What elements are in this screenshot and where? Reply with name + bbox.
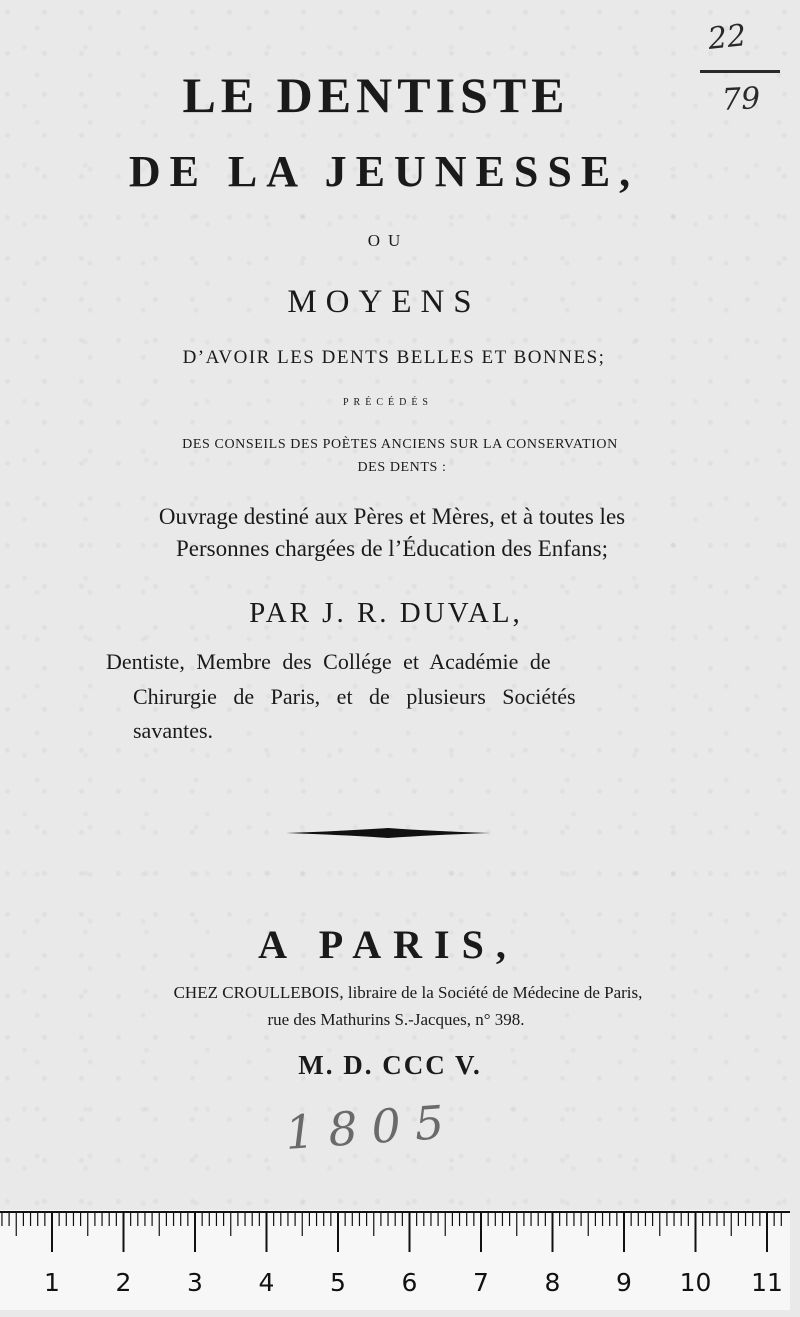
handwritten-year: 1805 — [283, 1094, 460, 1160]
subtitle: D’AVOIR LES DENTS BELLES ET BONNES; — [182, 347, 606, 368]
title-line-3: MOYENS — [287, 284, 481, 320]
imprint-year: M. D. CCC V. — [298, 1050, 482, 1080]
ruler-label: 2 — [115, 1268, 132, 1297]
conseils-line-1: DES CONSEILS DES POÈTES ANCIENS SUR LA CONSERVATION — [182, 437, 618, 452]
ruler-label: 10 — [679, 1268, 712, 1297]
ruler-label: 7 — [473, 1268, 489, 1297]
author-qualification-3: savantes. — [133, 718, 214, 743]
title-conjunction: OU — [367, 231, 409, 250]
precedes-label: PRÉCÉDÉS — [342, 397, 433, 408]
author-qualification-2: Chirurgie de Paris, et de plusieurs Sociétés — [133, 684, 576, 709]
ruler-label: 8 — [544, 1268, 561, 1297]
imprint-city: A PARIS, — [258, 922, 518, 967]
audience-line-2: Personnes chargées de l’Éducation des Enfans; — [176, 536, 608, 561]
shelf-mark-top: 22 — [706, 18, 748, 57]
title-line-1: LE DENTISTE — [182, 67, 570, 123]
ruler-label: 3 — [187, 1268, 203, 1297]
conseils-line-2: DES DENTS : — [357, 460, 447, 475]
scale-ruler — [0, 1210, 790, 1310]
publisher-line-2: rue des Mathurins S.-Jacques, n° 398. — [267, 1010, 525, 1029]
shelf-mark-bottom: 79 — [721, 81, 762, 118]
publisher-line-1: CHEZ CROULLEBOIS, libraire de la Société de Médecine de Paris, — [173, 983, 643, 1002]
ruler-label: 6 — [401, 1268, 418, 1297]
ornament-rule — [286, 826, 490, 840]
ruler-label: 11 — [751, 1268, 783, 1297]
ruler-ticks — [0, 1210, 790, 1270]
ruler-label: 9 — [616, 1268, 632, 1297]
title-line-2: DE LA JEUNESSE, — [128, 147, 640, 196]
author-qualification-1: Dentiste, Membre des Collége et Académie de — [106, 649, 551, 674]
author-byline: PAR J. R. DUVAL, — [249, 597, 523, 629]
ruler-label: 4 — [258, 1268, 275, 1297]
ruler-label: 1 — [44, 1268, 60, 1297]
ruler-label: 5 — [330, 1268, 346, 1297]
audience-line-1: Ouvrage destiné aux Pères et Mères, et à toutes les — [158, 504, 626, 529]
